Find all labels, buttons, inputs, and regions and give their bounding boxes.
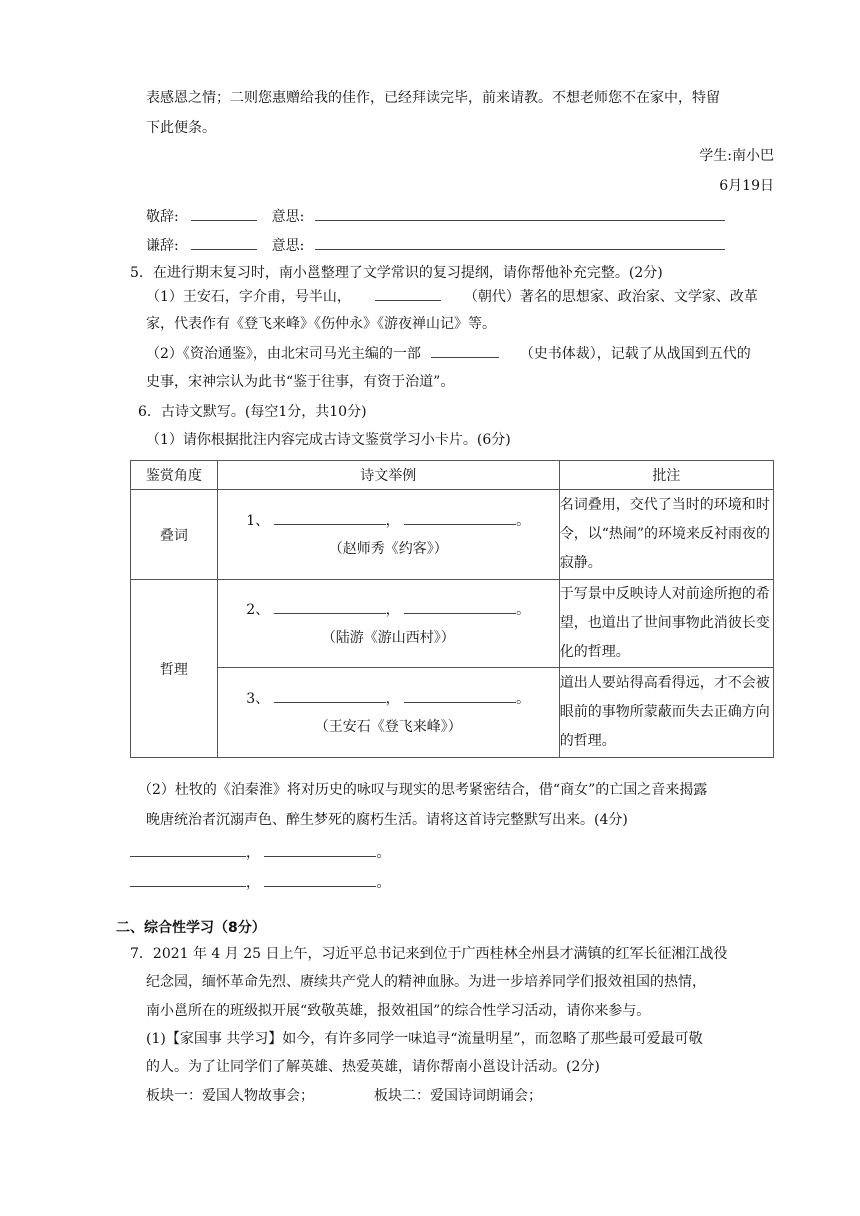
period-mark: 。 [516, 690, 531, 707]
header-angle: 鉴赏角度 [131, 461, 218, 490]
poem-blank[interactable] [264, 872, 376, 887]
q7-line-2: 纪念园，缅怀革命先烈、赓续共产党人的精神血脉。为进一步培养同学们报效祖国的热情， [146, 974, 706, 990]
verse-blank[interactable] [274, 599, 386, 614]
table-row [131, 580, 774, 668]
poem-answer-line-2 [130, 872, 390, 893]
angle-cell: 哲理 [131, 580, 218, 758]
period-mark: 。 [376, 875, 391, 891]
humble-meaning-label: 意思: [271, 238, 305, 254]
verse-blank[interactable] [404, 599, 516, 614]
q5-dynasty-blank[interactable] [375, 286, 441, 301]
example-cell [217, 668, 559, 758]
example-number: 1、 [246, 512, 270, 529]
verse-blank[interactable] [404, 688, 516, 703]
activity-block-1: 板块一：爱国人物故事会； [146, 1088, 314, 1104]
q5-item2-line-c: 史事，宋神宗认为此书“鉴于往事，有资于治道”。 [146, 374, 455, 390]
respect-word-blank[interactable] [191, 206, 257, 221]
humble-word-blank[interactable] [191, 235, 257, 250]
period-mark: 。 [516, 601, 531, 618]
letter-date: 6月19日 [719, 178, 774, 194]
example-number: 2、 [246, 601, 270, 618]
verse-blank[interactable] [274, 688, 386, 703]
q6-sub1: （1）请你根据批注内容完成古诗文鉴赏学习小卡片。(6分) [146, 432, 511, 448]
q5-item2-line-a [146, 343, 751, 364]
note-cell: 于写景中反映诗人对前途所抱的希望，也道出了世间事物此消彼长变化的哲理。 [559, 580, 773, 668]
q5-item2-text-a: （2）《资治通鉴》，由北宋司马光主编的一部 [146, 346, 421, 362]
letter-signature: 学生:南小巴 [699, 148, 774, 164]
q7-sub1-line-1: (1)【家国事 共学习】如今，有许多同学一味追寻“流量明星”，而忽略了那些最可爱最可敬 [146, 1031, 703, 1047]
q5-item1-line-c: 家，代表作有《登飞来峰》《伤仲永》《游夜禅山记》等。 [146, 316, 496, 332]
humble-word-label: 谦辞: [146, 238, 179, 254]
example-blanks [218, 685, 559, 713]
comma-mark: ， [385, 690, 400, 707]
q5-genre-blank[interactable] [431, 343, 499, 358]
example-source: （王安石《登飞来峰》） [314, 718, 462, 735]
q5-stem: 5．在进行期末复习时，南小邕整理了文学常识的复习提纲，请你帮他补充完整。(2分) [130, 265, 663, 281]
q5-item1-text-a: （1）王安石，字介甫，号半山， [146, 289, 351, 305]
header-example: 诗文举例 [217, 461, 559, 490]
q6-sub2-line-1: （2）杜牧的《泊秦淮》将对历史的咏叹与现实的思考紧密结合，借“商女”的亡国之音来揭露 [138, 782, 708, 798]
comma-mark: ， [246, 875, 260, 891]
example-source: （陆游《游山西村》） [321, 629, 455, 646]
angle-cell: 叠词 [131, 490, 218, 580]
humble-word-row [146, 235, 725, 256]
note-cell: 道出人要站得高看得远，才不会被眼前的事物所蒙蔽而失去正确方向的哲理。 [559, 668, 773, 758]
letter-line-2: 下此便条。 [146, 120, 216, 136]
q5-item1-line-a [146, 286, 758, 307]
example-source: （赵师秀《约客》） [328, 540, 448, 557]
respect-meaning-label: 意思: [271, 209, 305, 225]
q5-item2-text-b: （史书体裁），记载了从战国到五代的 [519, 346, 751, 362]
example-number: 3、 [246, 690, 270, 707]
appreciation-card-table [130, 460, 774, 758]
header-note: 批注 [559, 461, 773, 490]
example-blanks [218, 596, 559, 624]
comma-mark: ， [246, 845, 260, 861]
humble-meaning-blank[interactable] [315, 235, 725, 250]
verse-blank[interactable] [404, 510, 516, 525]
activity-block-2: 板块二：爱国诗词朗诵会； [374, 1088, 542, 1104]
respect-meaning-blank[interactable] [315, 206, 725, 221]
period-mark: 。 [376, 845, 391, 861]
example-cell [217, 580, 559, 668]
example-cell [217, 490, 559, 580]
q7-sub1-line-2: 的人。为了让同学们了解英雄、热爱英雄，请你帮南小邕设计活动。(2分) [146, 1059, 600, 1075]
comma-mark: ， [385, 601, 400, 618]
verse-blank[interactable] [274, 510, 386, 525]
period-mark: 。 [516, 512, 531, 529]
table-row [131, 490, 774, 580]
q7-line-3: 南小邕所在的班级拟开展“致敬英雄，报效祖国”的综合性学习活动，请你来参与。 [146, 1003, 651, 1019]
q6-sub2-line-2: 晚唐统治者沉溺声色、醉生梦死的腐朽生活。请将这首诗完整默写出来。(4分) [146, 812, 628, 828]
table-row [131, 668, 774, 758]
poem-blank[interactable] [130, 872, 246, 887]
example-blanks [218, 507, 559, 535]
section2-title: 二、综合性学习（8分） [116, 920, 266, 936]
poem-answer-line-1 [130, 842, 390, 863]
respect-word-row [146, 206, 725, 227]
comma-mark: ， [385, 512, 400, 529]
note-cell: 名词叠用，交代了当时的环境和时令，以“热闹”的环境来反衬雨夜的寂静。 [559, 490, 773, 580]
letter-line-1: 表感恩之情；二则您惠赠给我的佳作，已经拜读完毕，前来请教。不想老师您不在家中，特留 [146, 90, 720, 106]
q5-item1-text-b: （朝代）著名的思想家、政治家、文学家、改革 [463, 289, 758, 305]
poem-blank[interactable] [130, 842, 246, 857]
respect-word-label: 敬辞: [146, 209, 179, 225]
q7-line-1: 7．2021 年 4 月 25 日上午，习近平总书记来到位于广西桂林全州县才满镇的红军长征湘江战役 [130, 946, 728, 962]
q6-stem: 6．古诗文默写。(每空1分，共10分) [138, 404, 367, 420]
poem-blank[interactable] [264, 842, 376, 857]
table-header-row [131, 461, 774, 490]
